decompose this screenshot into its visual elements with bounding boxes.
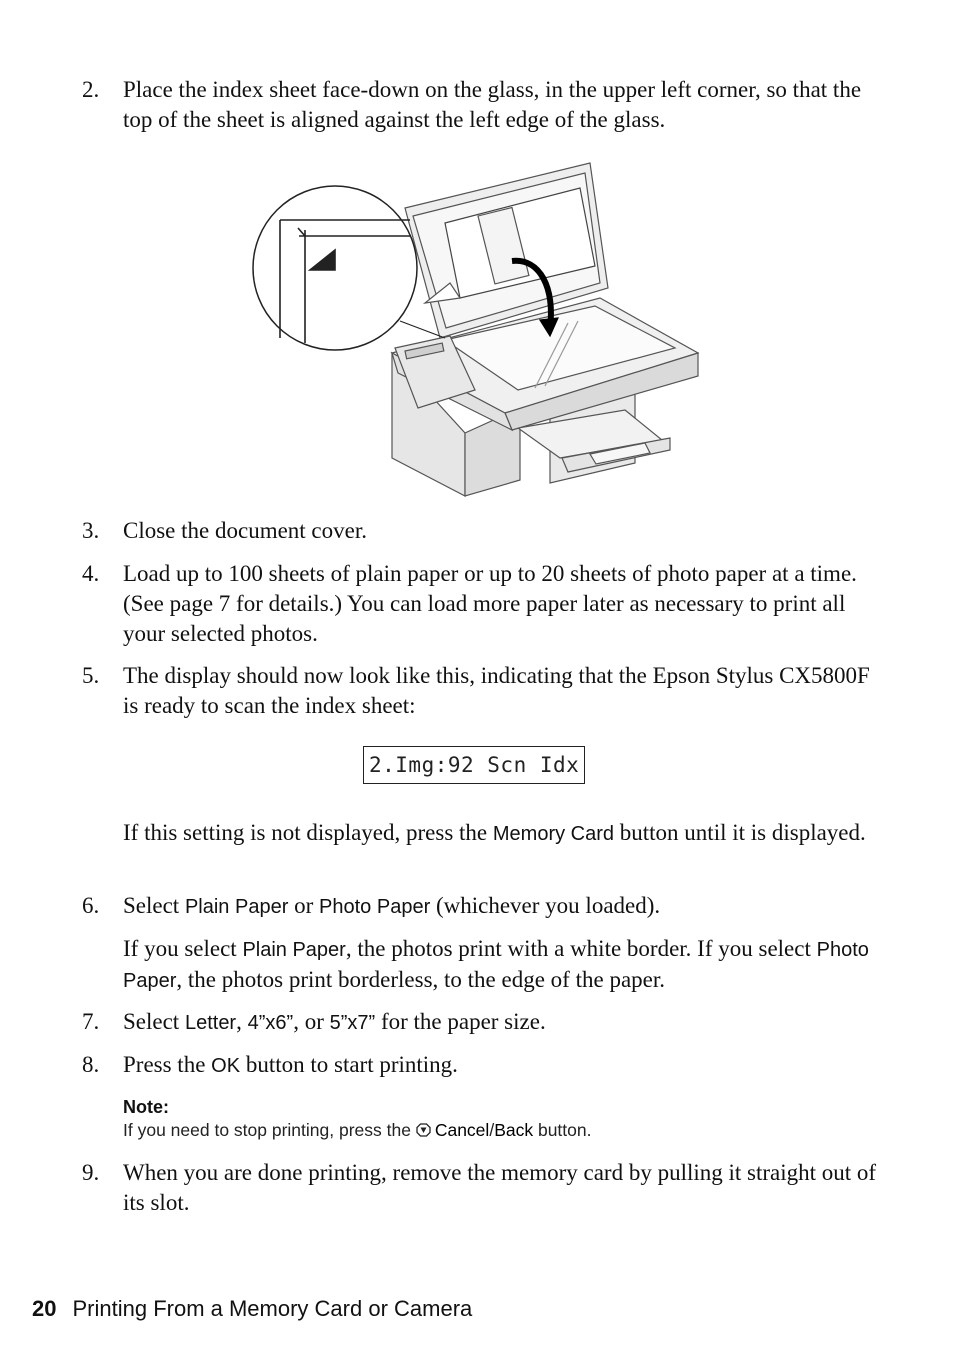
step-text: Select Letter, 4”x6”, or 5”x7” for the paper size.	[123, 1009, 546, 1034]
step-text: When you are done printing, remove the memory card by pulling it straight out of its slot.	[123, 1160, 877, 1215]
photo-paper-label: Photo Paper	[319, 896, 431, 918]
step-text: Place the index sheet face-down on the glass, in the upper left corner, so that the top of the sheet is aligned against the left edge of the glass.	[123, 77, 862, 132]
4x6-size-label: 4”x6”	[247, 1012, 294, 1034]
memory-card-button-label: Memory Card	[492, 823, 615, 845]
step-6	[82, 891, 882, 922]
page-footer	[32, 1296, 472, 1322]
step-number: 9.	[82, 1160, 100, 1185]
plain-paper-label: Plain Paper	[184, 896, 289, 918]
cancel-button-label: Cancel	[434, 1120, 490, 1140]
step-number: 7.	[82, 1009, 100, 1034]
step-text: Select Plain Paper or Photo Paper (whichever you loaded).	[123, 893, 661, 918]
scanner-illustration	[250, 158, 700, 500]
note-text: If you need to stop printing, press the Cancel/Back button.	[123, 1120, 592, 1140]
lcd-display: 2.Img:92 Scn Idx	[363, 746, 585, 784]
step-9	[82, 1158, 882, 1218]
step-text: Press the OK button to start printing.	[123, 1052, 458, 1077]
step-8	[82, 1050, 882, 1081]
step-number: 4.	[82, 561, 100, 586]
step-7	[82, 1007, 882, 1038]
step-number: 8.	[82, 1052, 100, 1077]
step-number: 2.	[82, 77, 100, 102]
memory-card-paragraph: If this setting is not displayed, press the Memory Card button until it is displayed.	[123, 820, 866, 845]
note-title: Note:	[123, 1097, 169, 1117]
chapter-title: Printing From a Memory Card or Camera	[72, 1296, 473, 1321]
step-3	[82, 516, 882, 546]
step-number: 5.	[82, 663, 100, 688]
note-box	[123, 1096, 883, 1142]
photo-paper-label: Photo Paper	[123, 939, 869, 992]
step-number: 3.	[82, 518, 100, 543]
plain-paper-label: Plain Paper	[242, 939, 346, 961]
step-number: 6.	[82, 893, 100, 918]
letter-size-label: Letter	[184, 1012, 237, 1034]
step-4	[82, 559, 882, 649]
step-text: Close the document cover.	[123, 518, 367, 543]
5x7-size-label: 5”x7”	[329, 1012, 376, 1034]
cancel-stop-icon	[416, 1123, 431, 1137]
ok-button-label: OK	[211, 1055, 241, 1077]
step-text: Load up to 100 sheets of plain paper or up to 20 sheets of photo paper at a time. (See page 7 for details.) You can load more paper later as necessary to print all your selected photos.	[123, 561, 857, 646]
back-button-label: Back	[494, 1120, 534, 1140]
step-text: The display should now look like this, indicating that the Epson Stylus CX5800F is ready to scan the index sheet:	[123, 663, 870, 718]
step-5	[82, 661, 882, 721]
step-2	[82, 75, 882, 135]
paper-select-paragraph: If you select Plain Paper, the photos print with a white border. If you select Photo Paper, the photos print borderless, to the edge of the paper.	[123, 936, 869, 992]
page-number: 20	[32, 1296, 57, 1321]
